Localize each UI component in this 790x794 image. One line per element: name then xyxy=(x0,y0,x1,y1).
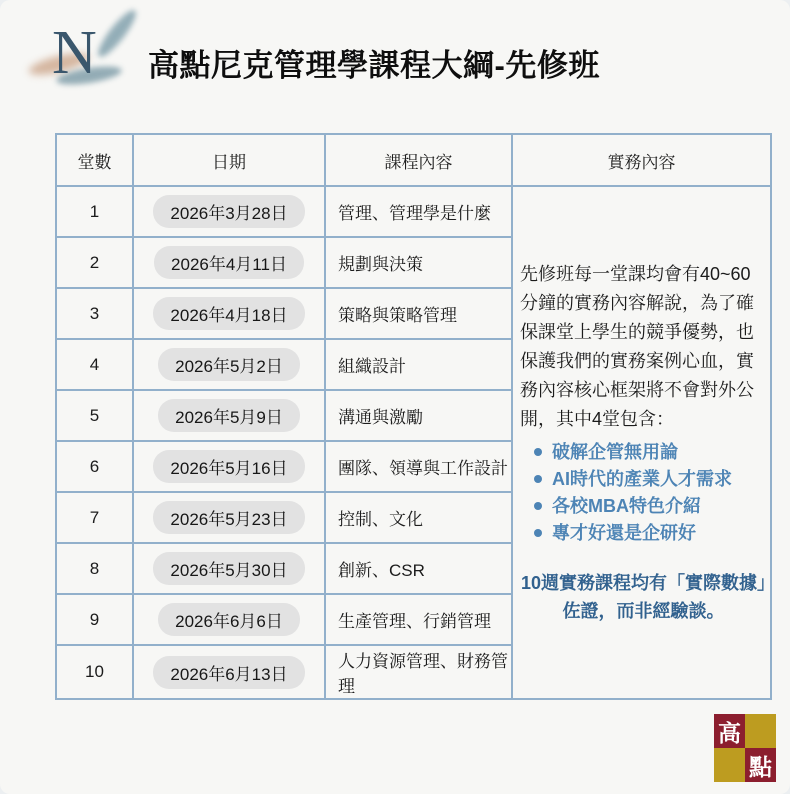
brand-n-letter: N xyxy=(52,19,97,87)
lesson-date-cell xyxy=(133,390,325,441)
lesson-content: 策略與策略管理 xyxy=(325,288,512,339)
lesson-date-cell xyxy=(133,339,325,390)
bullet-dot-icon xyxy=(534,529,542,537)
page-title: 高點尼克管理學課程大綱-先修班 xyxy=(148,48,600,83)
bullet-item xyxy=(520,493,767,520)
bullet-label: AI時代的產業人才需求 xyxy=(552,469,732,489)
lesson-number: 1 xyxy=(56,186,133,237)
date-pill: 2026年6月6日 xyxy=(158,603,300,636)
gaodian-logo xyxy=(714,714,776,782)
lesson-date-cell xyxy=(133,543,325,594)
lesson-date-cell xyxy=(133,237,325,288)
lesson-date-cell xyxy=(133,594,325,645)
lesson-number: 9 xyxy=(56,594,133,645)
date-pill: 2026年4月18日 xyxy=(153,297,304,330)
lesson-number: 2 xyxy=(56,237,133,288)
date-pill: 2026年3月28日 xyxy=(153,195,304,228)
lesson-number: 4 xyxy=(56,339,133,390)
date-pill: 2026年5月9日 xyxy=(158,399,300,432)
lesson-content: 人力資源管理、財務管理 xyxy=(325,645,512,699)
course-schedule-table xyxy=(55,133,772,700)
lesson-content: 規劃與決策 xyxy=(325,237,512,288)
lesson-date-cell xyxy=(133,492,325,543)
table-header-row xyxy=(56,134,771,186)
bullet-item xyxy=(520,439,767,466)
logo-gold-square xyxy=(714,748,745,782)
practical-bullet-list xyxy=(520,439,767,547)
date-pill: 2026年6月13日 xyxy=(153,656,304,689)
lesson-content: 生產管理、行銷管理 xyxy=(325,594,512,645)
lesson-content: 管理、管理學是什麼 xyxy=(325,186,512,237)
column-header-practical: 實務內容 xyxy=(512,134,771,186)
column-header-num: 堂數 xyxy=(56,134,133,186)
date-pill: 2026年5月30日 xyxy=(153,552,304,585)
practical-content-cell xyxy=(512,186,771,699)
logo-gold-square xyxy=(745,714,776,748)
lesson-number: 6 xyxy=(56,441,133,492)
bullet-label: 專才好還是企研好 xyxy=(552,523,696,543)
lesson-content: 溝通與激勵 xyxy=(325,390,512,441)
brand-brushstroke-teal-up xyxy=(93,6,141,61)
lesson-content: 創新、CSR xyxy=(325,543,512,594)
lesson-content: 控制、文化 xyxy=(325,492,512,543)
bullet-label: 破解企管無用論 xyxy=(552,442,678,462)
lesson-date-cell xyxy=(133,645,325,699)
lesson-date-cell xyxy=(133,186,325,237)
lesson-number: 3 xyxy=(56,288,133,339)
column-header-content: 課程內容 xyxy=(325,134,512,186)
lesson-number: 8 xyxy=(56,543,133,594)
bullet-dot-icon xyxy=(534,448,542,456)
date-pill: 2026年5月2日 xyxy=(158,348,300,381)
bullet-dot-icon xyxy=(534,502,542,510)
bullet-label: 各校MBA特色介紹 xyxy=(552,496,701,516)
bullet-item xyxy=(520,466,767,493)
lesson-date-cell xyxy=(133,288,325,339)
date-pill: 2026年4月11日 xyxy=(154,246,304,279)
logo-char-gao: 高 xyxy=(714,714,745,748)
lesson-number: 7 xyxy=(56,492,133,543)
table-row xyxy=(56,186,771,237)
bullet-dot-icon xyxy=(534,475,542,483)
date-pill: 2026年5月23日 xyxy=(153,501,304,534)
practical-note-text: 10週實務課程均有「實際數據」佐證，而非經驗談。 xyxy=(520,573,767,621)
bullet-item xyxy=(520,520,767,547)
lesson-content: 組織設計 xyxy=(325,339,512,390)
date-pill: 2026年5月16日 xyxy=(153,450,304,483)
logo-char-dian: 點 xyxy=(745,748,776,782)
brand-logo xyxy=(26,20,146,112)
column-header-date: 日期 xyxy=(133,134,325,186)
lesson-date-cell xyxy=(133,441,325,492)
lesson-content: 團隊、領導與工作設計 xyxy=(325,441,512,492)
lesson-number: 10 xyxy=(56,645,133,699)
practical-intro-text: 先修班每一堂課均會有40~60分鐘的實務內容解說，為了確保課堂上學生的競爭優勢，也保護我們的實務案例心血，實務內容核心框架將不會對外公開，其中4堂包含： xyxy=(520,264,754,429)
lesson-number: 5 xyxy=(56,390,133,441)
